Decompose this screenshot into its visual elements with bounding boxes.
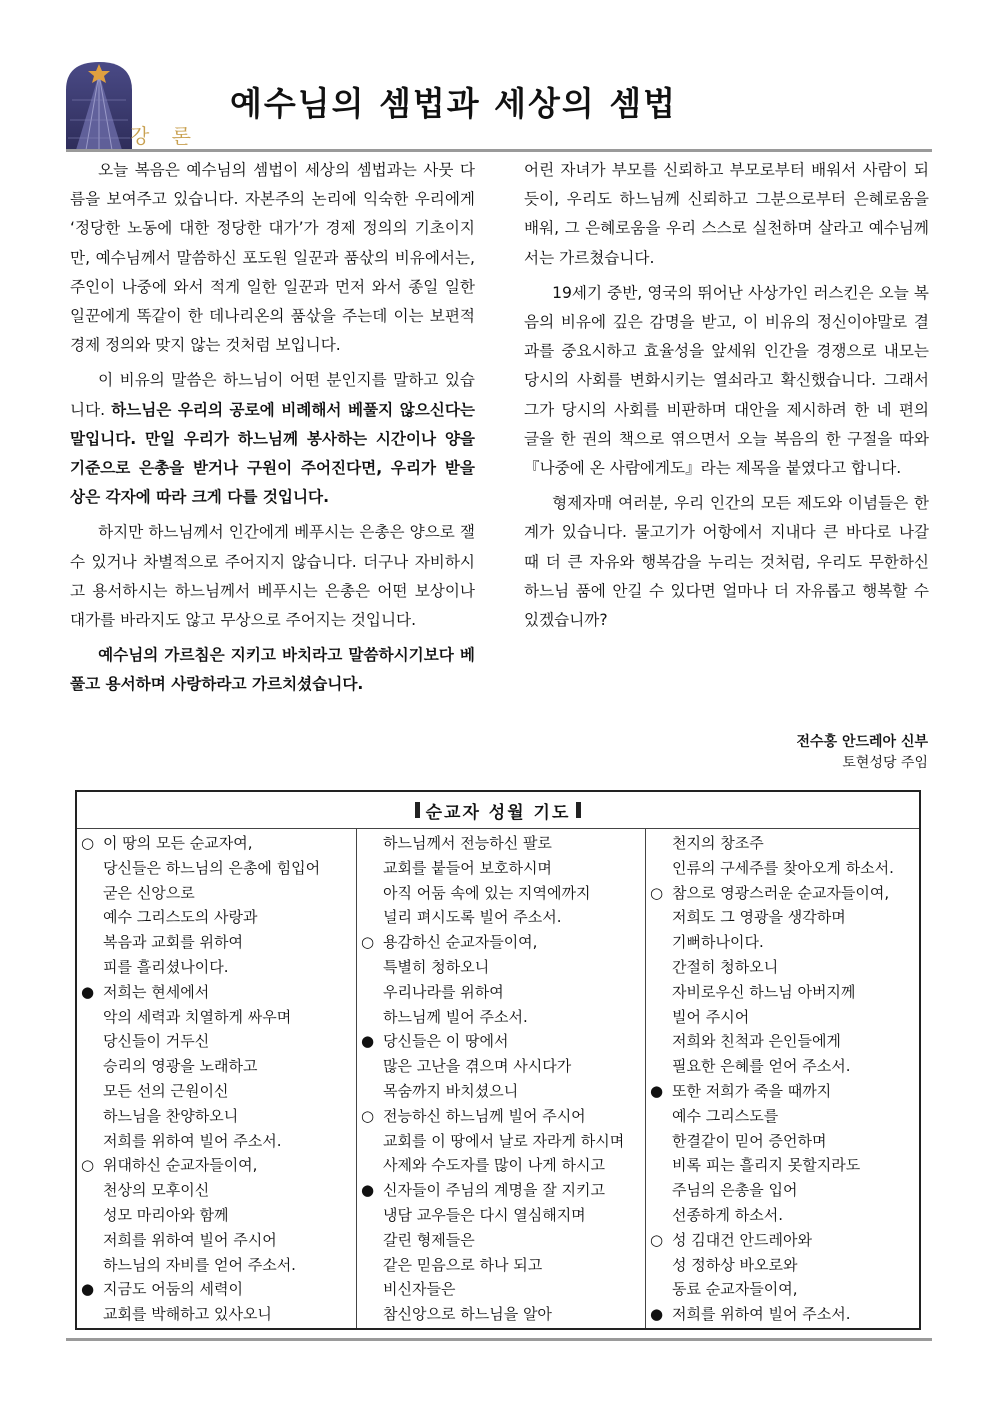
prayer-text: 신자들이 주님의 계명을 잘 지키고 <box>383 1181 605 1200</box>
section-label: 강 론 <box>130 124 199 148</box>
prayer-text: 비신자들은 <box>383 1280 456 1299</box>
prayer-line <box>650 1228 919 1253</box>
prayer-text: 같은 믿음으로 하나 되고 <box>383 1255 543 1274</box>
prayer-column-1 <box>77 828 357 1328</box>
prayer-line <box>81 1129 356 1154</box>
prayer-title-bar <box>77 792 919 829</box>
prayer-text: 주님의 은총을 입어 <box>672 1181 798 1200</box>
prayer-line <box>361 1005 645 1030</box>
prayer-text: 우리나라를 위하여 <box>383 982 504 1001</box>
prayer-line <box>361 1253 645 1278</box>
prayer-title: 순교자 성월 기도 <box>425 802 571 823</box>
prayer-text: 성 정하상 바오로와 <box>672 1255 798 1274</box>
prayer-column-2 <box>357 828 646 1328</box>
prayer-text: 당신들은 이 땅에서 <box>383 1032 509 1051</box>
prayer-line <box>81 1029 356 1054</box>
bottom-divider <box>66 1338 932 1341</box>
prayer-line <box>81 856 356 881</box>
prayer-line <box>361 1129 645 1154</box>
prayer-line <box>650 930 919 955</box>
prayer-line <box>361 1277 645 1302</box>
prayer-line <box>81 980 356 1005</box>
prayer-text: 성 김대건 안드레아와 <box>672 1230 812 1249</box>
prayer-text: 모든 선의 근원이신 <box>103 1081 229 1100</box>
prayer-line <box>361 1203 645 1228</box>
prayer-line <box>650 1005 919 1030</box>
prayer-text: 용감하신 순교자들이여, <box>383 933 538 952</box>
sermon-text: 이 비유의 말씀은 하느님이 어떤 분인지를 말하고 있습니다. <box>70 371 475 419</box>
sermon-emphasis: 하느님은 우리의 공로에 비례해서 베풀지 않으신다는 말입니다. 만일 우리가 하느님께 봉사하는 시간이나 양을 기준으로 은총을 받거나 구원이 주어진다면, 우리가 받을 상은 각자에 따라 크게 다를 것입니다. <box>70 400 475 507</box>
prayer-text: 예수 그리스도를 <box>672 1106 779 1125</box>
prayer-line <box>650 831 919 856</box>
prayer-line <box>361 955 645 980</box>
prayer-line <box>650 1129 919 1154</box>
prayer-line <box>650 1302 919 1327</box>
prayer-text: 아직 어둠 속에 있는 지역에까지 <box>383 883 591 902</box>
sermon-paragraph: 형제자매 여러분, 우리 인간의 모든 제도와 이념들은 한계가 있습니다. 물고기가 어항에서 지내다 큰 바다로 나갈 때 더 큰 자유와 행복감을 누리는 것처럼, 우리도 무한하신 하느님 품에 안길 수 있다면 얼마나 더 자유롭고 행복할 수 있겠습니까? <box>524 494 929 630</box>
prayer-text: 교회를 박해하고 있사오니 <box>103 1305 272 1324</box>
prayer-text: 교회를 붙들어 보호하시며 <box>383 858 552 877</box>
prayer-text: 저희는 현세에서 <box>103 982 210 1001</box>
prayer-line <box>361 1302 645 1327</box>
prayer-text: 피를 흘리셨나이다. <box>103 957 229 976</box>
prayer-line <box>81 1253 356 1278</box>
prayer-text: 복음과 교회를 위하여 <box>103 933 243 952</box>
open-circle-icon: ○ <box>650 1230 664 1249</box>
church-window-logo <box>66 60 132 150</box>
prayer-line <box>81 1228 356 1253</box>
prayer-columns <box>77 828 919 1328</box>
author-name: 전수홍 안드레아 신부 <box>796 734 928 750</box>
filled-circle-icon: ● <box>361 1032 375 1051</box>
prayer-text: 하느님을 찬양하오니 <box>103 1106 239 1125</box>
prayer-text: 간절히 청하오니 <box>672 957 779 976</box>
filled-circle-icon: ● <box>81 982 95 1001</box>
prayer-text: 특별히 청하오니 <box>383 957 490 976</box>
prayer-line <box>81 930 356 955</box>
prayer-line <box>361 905 645 930</box>
prayer-line <box>81 1005 356 1030</box>
prayer-line <box>650 856 919 881</box>
prayer-text: 목숨까지 바치셨으니 <box>383 1081 519 1100</box>
sermon-paragraph <box>70 366 475 512</box>
prayer-text: 많은 고난을 겪으며 사시다가 <box>383 1057 572 1076</box>
prayer-text: 저희와 친척과 은인들에게 <box>672 1032 841 1051</box>
prayer-line <box>81 1054 356 1079</box>
prayer-line <box>650 1104 919 1129</box>
open-circle-icon: ○ <box>81 834 95 852</box>
prayer-text: 당신들이 거두신 <box>103 1032 210 1051</box>
open-circle-icon: ○ <box>361 933 375 952</box>
prayer-text: 저희를 위하여 빌어 주시어 <box>103 1230 277 1249</box>
prayer-text: 천지의 창조주 <box>672 834 764 852</box>
prayer-line <box>650 955 919 980</box>
top-divider <box>66 149 932 152</box>
prayer-line <box>81 1178 356 1203</box>
prayer-text: 저희를 위하여 빌어 주소서. <box>672 1305 851 1324</box>
prayer-text: 악의 세력과 치열하게 싸우며 <box>103 1007 292 1026</box>
prayer-text: 사제와 수도자를 많이 나게 하시고 <box>383 1156 605 1175</box>
prayer-line <box>361 930 645 955</box>
prayer-text: 위대하신 순교자들이여, <box>103 1156 258 1175</box>
prayer-text: 참신앙으로 하느님을 알아 <box>383 1305 552 1324</box>
prayer-line <box>361 980 645 1005</box>
prayer-line <box>81 1079 356 1104</box>
prayer-text: 인류의 구세주를 찾아오게 하소서. <box>672 858 894 877</box>
prayer-line <box>650 1253 919 1278</box>
prayer-line <box>650 1277 919 1302</box>
sermon-paragraph: 오늘 복음은 예수님의 셈법이 세상의 셈법과는 사뭇 다름을 보여주고 있습니다. 자본주의 논리에 익숙한 우리에게 ‘정당한 노동에 대한 정당한 대가’가 경제 정의의 기초이지만, 예수님께서 말씀하신 포도원 일꾼과 품삯의 비유에서는, 주인이 나중에 와서 적게 일한 일꾼과 먼저 와서 종일 일한 일꾼에게 똑같이 한 데나리온의 품삯을 주는데 이는 보편적 경제 정의와 맞지 않는 것처럼 보입니다. <box>70 161 475 355</box>
prayer-text: 예수 그리스도의 사랑과 <box>103 908 258 927</box>
prayer-text: 하느님께 빌어 주소서. <box>383 1007 528 1026</box>
prayer-line <box>650 1029 919 1054</box>
prayer-line <box>361 1104 645 1129</box>
prayer-line <box>650 1153 919 1178</box>
prayer-box <box>75 790 921 1330</box>
prayer-line <box>361 1178 645 1203</box>
prayer-line <box>361 1228 645 1253</box>
prayer-text: 당신들은 하느님의 은총에 힘입어 <box>103 858 321 877</box>
prayer-text: 동료 순교자들이여, <box>672 1280 798 1299</box>
open-circle-icon: ○ <box>650 883 664 902</box>
filled-circle-icon: ● <box>650 1305 664 1324</box>
square-bullet-icon <box>576 802 581 818</box>
prayer-line <box>650 1079 919 1104</box>
prayer-text: 교회를 이 땅에서 날로 자라게 하시며 <box>383 1131 625 1150</box>
prayer-text: 이 땅의 모든 순교자여, <box>103 834 253 852</box>
prayer-line <box>650 980 919 1005</box>
prayer-line <box>81 955 356 980</box>
author-role: 토현성당 주임 <box>842 755 928 771</box>
prayer-text: 천상의 모후이신 <box>103 1181 210 1200</box>
prayer-text: 저희를 위하여 빌어 주소서. <box>103 1131 282 1150</box>
prayer-line <box>361 1079 645 1104</box>
prayer-line <box>81 1302 356 1327</box>
prayer-text: 자비로우신 하느님 아버지께 <box>672 982 856 1001</box>
prayer-line <box>81 1203 356 1228</box>
prayer-text: 하느님께서 전능하신 팔로 <box>383 834 552 852</box>
prayer-line <box>650 1054 919 1079</box>
square-bullet-icon <box>415 802 420 818</box>
prayer-line <box>361 881 645 906</box>
prayer-text: 냉담 교우들은 다시 열심해지며 <box>383 1205 586 1224</box>
prayer-text: 필요한 은혜를 얻어 주소서. <box>672 1057 851 1076</box>
page-title: 예수님의 셈법과 세상의 셈법 <box>230 84 678 123</box>
prayer-text: 기뻐하나이다. <box>672 933 764 952</box>
prayer-line <box>361 831 645 856</box>
prayer-line <box>81 1104 356 1129</box>
prayer-line <box>361 1054 645 1079</box>
prayer-column-3 <box>646 828 919 1328</box>
sermon-paragraph: 19세기 중반, 영국의 뛰어난 사상가인 러스킨은 오늘 복음의 비유에 깊은 감명을 받고, 이 비유의 정신이야말로 결과를 중요시하고 효율성을 앞세워 인간을 경쟁으로 내모는 당시의 사회를 변화시키는 열쇠라고 확신했습니다. 그래서 그가 당시의 사회를 비판하며 대안을 제시하려 한 네 편의 글을 한 권의 책으로 엮으면서 오늘 복음의 한 구절을 따와『나중에 온 사람에게도』라는 제목을 붙였다고 합니다. <box>524 283 929 478</box>
prayer-line <box>81 905 356 930</box>
signature-block <box>797 732 928 774</box>
prayer-text: 참으로 영광스러운 순교자들이여, <box>672 883 890 902</box>
prayer-line <box>650 1203 919 1228</box>
filled-circle-icon: ● <box>361 1181 375 1200</box>
prayer-text: 승리의 영광을 노래하고 <box>103 1057 258 1076</box>
prayer-text: 하느님의 자비를 얻어 주소서. <box>103 1255 296 1274</box>
prayer-text: 갈린 형제들은 <box>383 1230 475 1249</box>
open-circle-icon: ○ <box>361 1106 375 1125</box>
prayer-line <box>650 881 919 906</box>
filled-circle-icon: ● <box>650 1081 664 1100</box>
prayer-line <box>81 1277 356 1302</box>
open-circle-icon: ○ <box>81 1156 95 1175</box>
prayer-line <box>361 856 645 881</box>
prayer-text: 굳은 신앙으로 <box>103 883 195 902</box>
prayer-line <box>81 831 356 856</box>
sermon-paragraph: 어린 자녀가 부모를 신뢰하고 부모로부터 배워서 사람이 되듯이, 우리도 하느님께 신뢰하고 그분으로부터 은혜로움을 배워, 그 은혜로움을 우리 스스로 실천하며 살라고 예수님께서는 가르쳤습니다. <box>524 161 929 267</box>
sermon-column-left <box>70 156 475 706</box>
prayer-line <box>650 1178 919 1203</box>
prayer-line <box>361 1029 645 1054</box>
prayer-line <box>650 905 919 930</box>
sermon-conclusion: 예수님의 가르침은 지키고 바치라고 말씀하시기보다 베풀고 용서하며 사랑하라고 가르치셨습니다. <box>70 646 475 694</box>
prayer-text: 성모 마리아와 함께 <box>103 1205 229 1224</box>
prayer-text: 비록 피는 흘리지 못할지라도 <box>672 1156 861 1175</box>
prayer-text: 또한 저희가 죽을 때까지 <box>672 1081 832 1100</box>
prayer-text: 전능하신 하느님께 빌어 주시어 <box>383 1106 586 1125</box>
sermon-column-right <box>524 156 929 641</box>
prayer-line <box>81 1153 356 1178</box>
prayer-text: 빌어 주시어 <box>672 1007 750 1026</box>
prayer-text: 저희도 그 영광을 생각하며 <box>672 908 846 927</box>
stained-glass-icon <box>66 60 132 150</box>
prayer-line <box>361 1153 645 1178</box>
prayer-text: 선종하게 하소서. <box>672 1205 783 1224</box>
sermon-paragraph: 하지만 하느님께서 인간에게 베푸시는 은총은 양으로 잴 수 있거나 차별적으로 주어지지 않습니다. 더구나 자비하시고 용서하시는 하느님께서 베푸시는 은총은 어떤 보상이나 대가를 바라지도 않고 무상으로 주어지는 것입니다. <box>70 523 475 630</box>
filled-circle-icon: ● <box>81 1280 95 1299</box>
prayer-text: 널리 펴시도록 빌어 주소서. <box>383 908 562 927</box>
prayer-text: 한결같이 믿어 증언하며 <box>672 1131 827 1150</box>
prayer-line <box>81 881 356 906</box>
prayer-text: 지금도 어둠의 세력이 <box>103 1280 243 1299</box>
